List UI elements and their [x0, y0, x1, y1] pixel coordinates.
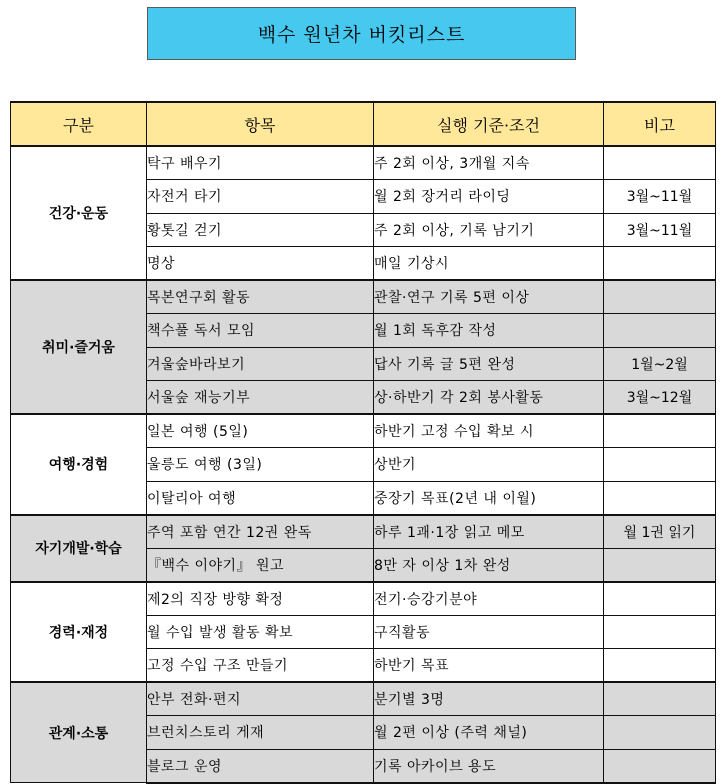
- note-cell: 3월~11월: [604, 213, 716, 247]
- criteria-cell: 상반기: [374, 448, 604, 482]
- item-cell: 일본 여행 (5일): [147, 414, 374, 448]
- criteria-cell: 하반기 목표: [374, 649, 604, 683]
- criteria-cell: 매일 기상시: [374, 247, 604, 281]
- category-cell: 건강·운동: [11, 146, 147, 280]
- criteria-cell: 기록 아카이브 용도: [374, 749, 604, 783]
- criteria-cell: 답사 기록 글 5편 완성: [374, 347, 604, 381]
- note-cell: [604, 247, 716, 281]
- item-cell: 황톳길 걷기: [147, 213, 374, 247]
- note-cell: [604, 448, 716, 482]
- criteria-cell: 하루 1괘·1장 읽고 메모: [374, 515, 604, 549]
- category-cell: 취미·즐거움: [11, 280, 147, 414]
- note-cell: [604, 615, 716, 649]
- criteria-cell: 월 2편 이상 (주력 채널): [374, 716, 604, 750]
- table-row: [11, 280, 716, 314]
- criteria-cell: 월 1회 독후감 작성: [374, 314, 604, 348]
- note-cell: [604, 716, 716, 750]
- note-cell: [604, 548, 716, 582]
- note-cell: [604, 414, 716, 448]
- note-cell: [604, 749, 716, 783]
- note-cell: 3월~12월: [604, 381, 716, 415]
- note-cell: 3월~11월: [604, 180, 716, 214]
- note-cell: [604, 481, 716, 515]
- note-cell: [604, 280, 716, 314]
- note-cell: 1월~2월: [604, 347, 716, 381]
- category-cell: 자기개발·학습: [11, 515, 147, 582]
- table-row: [11, 414, 716, 448]
- header-criteria: 실행 기준·조건: [374, 102, 604, 146]
- note-cell: [604, 649, 716, 683]
- item-cell: 서울숲 재능기부: [147, 381, 374, 415]
- header-item: 항목: [147, 102, 374, 146]
- item-cell: 월 수입 발생 활동 확보: [147, 615, 374, 649]
- item-cell: 『백수 이야기』 원고: [147, 548, 374, 582]
- criteria-cell: 구직활동: [374, 615, 604, 649]
- table-row: [11, 146, 716, 180]
- item-cell: 제2의 직장 방향 확정: [147, 582, 374, 616]
- item-cell: 목본연구회 활동: [147, 280, 374, 314]
- criteria-cell: 관찰·연구 기록 5편 이상: [374, 280, 604, 314]
- item-cell: 주역 포함 연간 12권 완독: [147, 515, 374, 549]
- table-row: [11, 682, 716, 716]
- table-row: [11, 582, 716, 616]
- item-cell: 겨울숲바라보기: [147, 347, 374, 381]
- category-cell: 관계·소통: [11, 682, 147, 783]
- item-cell: 브런치스토리 게재: [147, 716, 374, 750]
- header-category: 구분: [11, 102, 147, 146]
- criteria-cell: 월 2회 장거리 라이딩: [374, 180, 604, 214]
- table-row: [11, 515, 716, 549]
- note-cell: [604, 582, 716, 616]
- table-body: [11, 146, 716, 783]
- criteria-cell: 전기·승강기분야: [374, 582, 604, 616]
- item-cell: 명상: [147, 247, 374, 281]
- item-cell: 이탈리아 여행: [147, 481, 374, 515]
- note-cell: [604, 682, 716, 716]
- criteria-cell: 주 2회 이상, 3개월 지속: [374, 146, 604, 180]
- item-cell: 탁구 배우기: [147, 146, 374, 180]
- criteria-cell: 중장기 목표(2년 내 이월): [374, 481, 604, 515]
- note-cell: [604, 314, 716, 348]
- criteria-cell: 상·하반기 각 2회 봉사활동: [374, 381, 604, 415]
- table-header-row: [11, 102, 716, 146]
- item-cell: 안부 전화·편지: [147, 682, 374, 716]
- criteria-cell: 분기별 3명: [374, 682, 604, 716]
- note-cell: 월 1권 읽기: [604, 515, 716, 549]
- page-title: 백수 원년차 버킷리스트: [147, 7, 576, 60]
- note-cell: [604, 146, 716, 180]
- item-cell: 자전거 타기: [147, 180, 374, 214]
- item-cell: 책수풀 독서 모임: [147, 314, 374, 348]
- header-note: 비고: [604, 102, 716, 146]
- bucket-list-table: [10, 101, 716, 784]
- item-cell: 고정 수입 구조 만들기: [147, 649, 374, 683]
- category-cell: 경력·재정: [11, 582, 147, 683]
- item-cell: 울릉도 여행 (3일): [147, 448, 374, 482]
- criteria-cell: 주 2회 이상, 기록 남기기: [374, 213, 604, 247]
- item-cell: 블로그 운영: [147, 749, 374, 783]
- criteria-cell: 하반기 고정 수입 확보 시: [374, 414, 604, 448]
- category-cell: 여행·경험: [11, 414, 147, 515]
- criteria-cell: 8만 자 이상 1차 완성: [374, 548, 604, 582]
